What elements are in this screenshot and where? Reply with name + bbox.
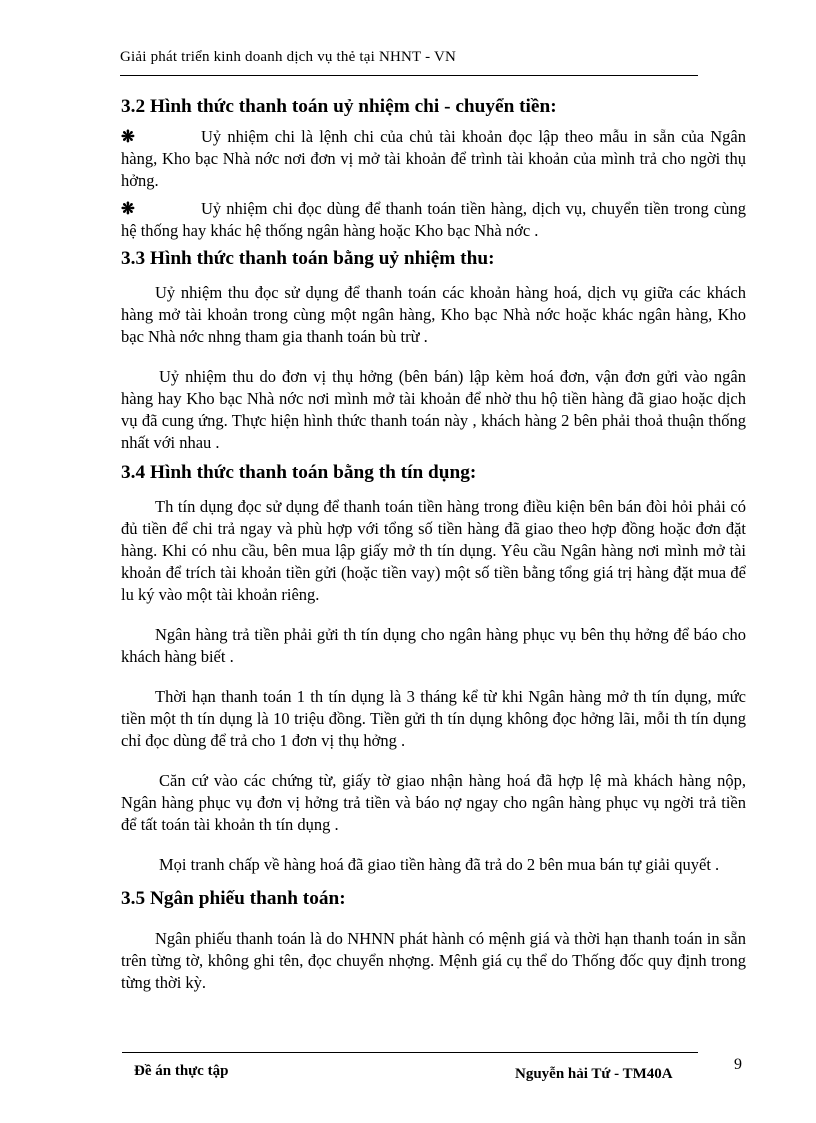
paragraph-3-3-2: Uỷ nhiệm thu do đơn vị thụ hởng (bên bán) lập kèm hoá đơn, vận đơn gửi vào ngân hàng hay Kho bạc Nhà nớc nơi mình mở tài khoản để nhờ thu hộ tiền hàng đã giao hoặc dịch vụ đã cung ứng. Thực hiện hình thức thanh toán này , khách hàng 2 bên phải thoả thuận thống nhất với nhau . — [121, 367, 746, 452]
header-rule — [120, 75, 698, 76]
paragraph-3-4-1: Th tín dụng đọc sử dụng để thanh toán tiền hàng trong điều kiện bên bán đòi hỏi phải có đủ tiền để chi trả ngay và phù hợp với tổng số tiền hàng đã giao theo hợp đồng hoặc đơn đặt hàng. Khi có nhu cầu, bên mua lập giấy mở th tín dụng. Yêu cầu Ngân hàng nơi mình mở tài khoản để trích tài khoản tiền gửi (hoặc tiền vay) một số tiền bằng tổng giá trị hàng đặt mua để lu ký vào một tài khoản riêng. — [121, 497, 746, 604]
paragraph-3-2-2 — [121, 198, 746, 242]
footer-rule — [122, 1052, 698, 1053]
footer-author: Nguyễn hải Tứ - TM40A — [515, 1066, 673, 1082]
page-content — [121, 96, 746, 994]
paragraph-3-4-3: Thời hạn thanh toán 1 th tín dụng là 3 tháng kể từ khi Ngân hàng mở th tín dụng, mức tiền một th tín dụng là 10 triệu đồng. Tiền gửi th tín dụng không đọc hởng lãi, mỗi th tín dụng chỉ đọc dùng để trả cho 1 đơn vị thụ hởng . — [121, 687, 746, 750]
paragraph-text: Uỷ nhiệm chi đọc dùng để thanh toán tiền hàng, dịch vụ, chuyển tiền trong cùng hệ thống hay khác hệ thống ngân hàng hoặc Kho bạc Nhà nớc . — [121, 199, 746, 240]
section-heading-3-5: 3.5 Ngân phiếu thanh toán: — [121, 888, 346, 909]
paragraph-text: Uỷ nhiệm chi là lệnh chi của chủ tài khoản đọc lập theo mẫu in sẵn của Ngân hàng, Kho bạc Nhà nớc nơi đơn vị mở tài khoản để trình tài khoản của mình trả cho ngời thụ hởng. — [121, 127, 746, 190]
asterisk-bullet-icon: ❋ — [121, 199, 135, 218]
paragraph-3-5-1: Ngân phiếu thanh toán là do NHNN phát hành có mệnh giá và thời hạn thanh toán in sẵn trên từng tờ, không ghi tên, đọc chuyển nhợng. Mệnh giá cụ thể do Thống đốc quy định trong từng thời kỳ. — [121, 929, 746, 992]
footer-left-label: Đề án thực tập — [134, 1063, 229, 1079]
section-heading-3-4: 3.4 Hình thức thanh toán bằng th tín dụng: — [121, 462, 477, 483]
section-heading-3-3: 3.3 Hình thức thanh toán bằng uỷ nhiệm thu: — [121, 248, 495, 269]
paragraph-3-4-5: Mọi tranh chấp về hàng hoá đã giao tiền hàng đã trả do 2 bên mua bán tự giải quyết . — [159, 855, 720, 874]
paragraph-3-4-2: Ngân hàng trả tiền phải gửi th tín dụng cho ngân hàng phục vụ bên thụ hởng để báo cho khách hàng biết . — [121, 625, 746, 666]
page-number: 9 — [734, 1056, 742, 1073]
paragraph-3-3-1: Uỷ nhiệm thu đọc sử dụng để thanh toán các khoản hàng hoá, dịch vụ giữa các khách hàng mở tài khoản trong cùng một ngân hàng, Kho bạc Nhà nớc hoặc khác ngân hàng, Kho bạc Nhà nớc nhng tham gia thanh toán bù trừ . — [121, 283, 746, 346]
paragraph-3-4-4: Căn cứ vào các chứng từ, giấy tờ giao nhận hàng hoá đã hợp lệ mà khách hàng nộp, Ngân hàng phục vụ đơn vị hởng trả tiền và báo nợ ngay cho ngân hàng phục vụ ngời trả tiền để tất toán tài khoản th tín dụng . — [121, 771, 746, 834]
running-header: Giải phát triển kinh doanh dịch vụ thẻ tại NHNT - VN — [120, 49, 457, 65]
asterisk-bullet-icon: ❋ — [121, 127, 135, 146]
paragraph-3-2-1 — [121, 126, 746, 192]
section-heading-3-2: 3.2 Hình thức thanh toán uỷ nhiệm chi - chuyển tiền: — [121, 96, 557, 117]
